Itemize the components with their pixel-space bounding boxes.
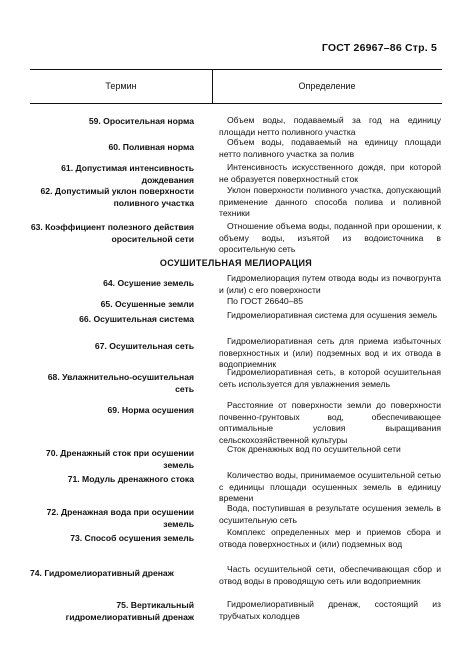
section-heading: ОСУШИТЕЛЬНАЯ МЕЛИОРАЦИЯ xyxy=(159,258,313,268)
definition-61: Интенсивность искусственного дождя, при которой не образуется поверхностный сток xyxy=(219,162,441,184)
page-header: ГОСТ 26967–86 Стр. 5 xyxy=(321,42,437,54)
term-63: 63. Коэффициент полезного действия оросительной сети xyxy=(30,222,194,244)
definition-72: Вода, поступившая в результате осушения земель в осушительную сеть xyxy=(219,503,441,525)
term-61: 61. Допустимая интенсивность дождевания xyxy=(61,163,194,185)
definition-63: Отношение объема воды, поданной при орошении, к объему воды, изъятой из водоисточника в оросительную сеть xyxy=(219,221,441,254)
term-66: 66. Осушительная система xyxy=(79,314,194,324)
term-62: 62. Допустимый уклон поверхности поливного участка xyxy=(40,186,194,208)
definition-69: Расстояние от поверхности земли до поверхности почвенно-грунтовых вод, обеспечивающее оптимальные условия выращивания сельскохозяйственной культуры xyxy=(219,400,441,445)
term-74: 74. Гидромелиоративный дренаж xyxy=(30,568,174,578)
definition-68: Гидромелиоративная сеть, в которой осушительная сеть используется для увлажнения земель xyxy=(219,367,441,389)
term-68: 68. Увлажнительно-осушительная сеть xyxy=(47,372,194,394)
table-header-rule xyxy=(30,103,442,104)
term-67: 67. Осушительная сеть xyxy=(94,341,194,351)
term-70: 70. Дренажный сток при осушении земель xyxy=(45,448,194,470)
table-top-rule xyxy=(30,69,442,70)
definition-67: Гидромелиоративная сеть для приема избыточных поверхностных и (или) подземных вод и их отвода в водоприемник xyxy=(219,336,441,369)
definition-66: Гидромелиоративная система для осушения земель xyxy=(227,310,438,320)
definition-64: Гидромелиорация путем отвода воды из почвогрунта и (или) с его поверхности xyxy=(219,273,441,295)
column-header-definition: Определение xyxy=(298,81,356,91)
term-60: 60. Поливная норма xyxy=(108,142,194,152)
definition-73: Комплекс определенных мер и приемов сбора и отвода поверхностных и (или) подземных вод xyxy=(219,527,441,549)
definition-75: Гидромелиоративный дренаж, состоящий из трубчатых колодцев xyxy=(219,599,441,621)
term-59: 59. Оросительная норма xyxy=(88,116,194,126)
term-69: 69. Норма осушения xyxy=(107,405,194,415)
term-65: 65. Осушенные земли xyxy=(100,299,194,309)
term-73: 73. Способ осушения земель xyxy=(70,533,194,543)
term-72: 72. Дренажная вода при осушении земель xyxy=(46,507,194,529)
term-75: 75. Вертикальный гидромелиоративный дренаж xyxy=(65,600,194,622)
definition-74: Часть осушительной сети, обеспечивающая сбор и отвод воды в проводящую сеть или водоприемник xyxy=(219,564,441,586)
definition-59: Объем воды, подаваемый за год на единицу площади нетто поливного участка xyxy=(219,115,441,137)
definition-60: Объем воды, подаваемый на единицу площади нетто поливного участка за полив xyxy=(219,137,441,159)
definition-70: Сток дренажных вод по осушительной сети xyxy=(227,444,401,454)
column-header-term: Термин xyxy=(105,81,137,91)
term-71: 71. Модуль дренажного стока xyxy=(67,474,194,484)
definition-71: Количество воды, принимаемое осушительной сетью с единицы площади осушенных земель в единицу времени xyxy=(219,470,441,503)
definition-62: Уклон поверхности поливного участка, допускающий применение данного способа полива и поливной техники xyxy=(219,185,441,218)
definition-65: По ГОСТ 26640–85 xyxy=(227,296,303,306)
term-64: 64. Осушение земель xyxy=(103,278,194,288)
